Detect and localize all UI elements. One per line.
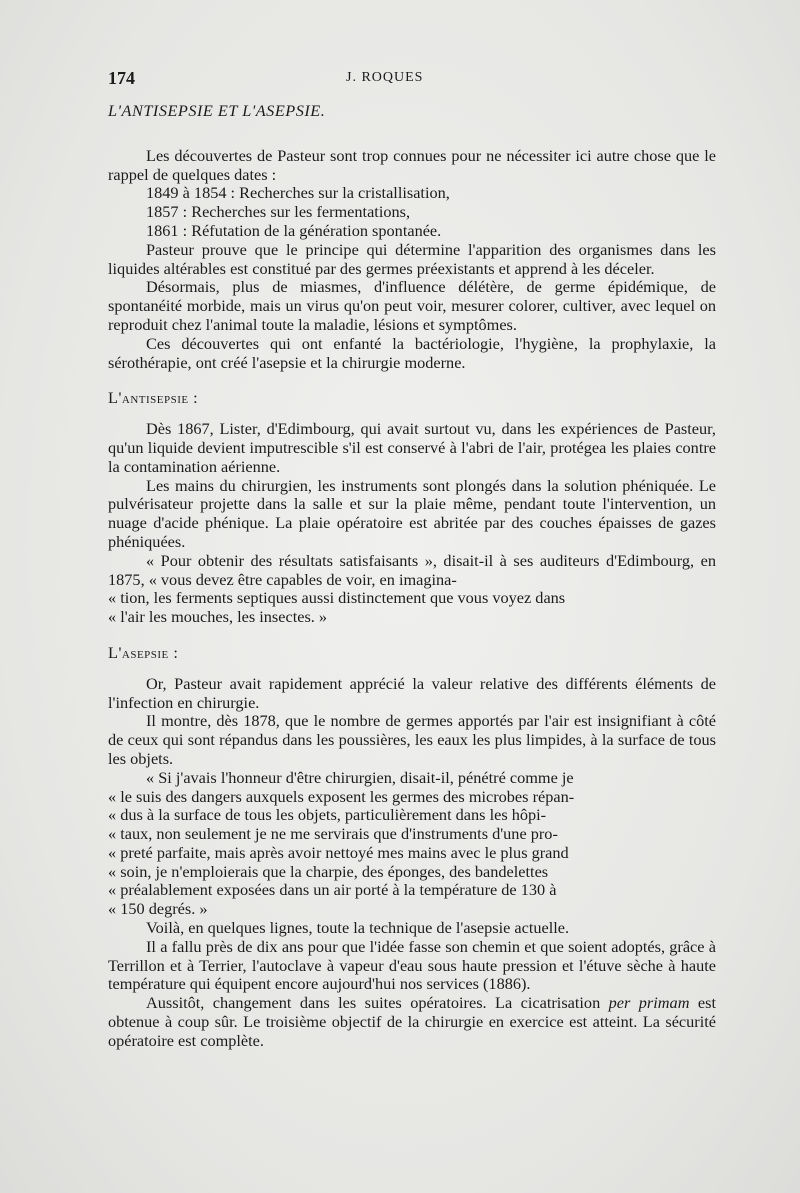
quote-line: « Pour obtenir des résultats satisfaisants », disait-il à ses auditeurs d'Edimbourg, en 1875, « vous devez être capables de voir, en imagina- <box>108 550 716 589</box>
paragraph: Dès 1867, Lister, d'Edimbourg, qui avait surtout vu, dans les expériences de Pasteur, qu'un liquide devient imputrescible s'il est conservé à l'abri de l'air, protégea les plaies contre la contamination aérienne. <box>108 419 716 476</box>
running-head: J. ROQUES <box>346 70 424 85</box>
paragraph: Pasteur prouve que le principe qui détermine l'apparition des organismes dans les liquides altérables est constitué par des germes préexistants et apprend à les déceler. <box>108 239 716 278</box>
quote-line: « soin, je n'emploierais que la charpie, des éponges, des bandelettes <box>108 861 549 881</box>
paragraph-text: est obtenue à coup sûr. Le troisième objectif de la chirurgie en exercice est atteint. La sécurité opératoire est complète. <box>108 993 716 1050</box>
section-heading-antisepsie: L'antisepsie : <box>108 388 199 408</box>
page-number: 174 <box>108 68 135 88</box>
paragraph: Désormais, plus de miasmes, d'influence délétère, de germe épidémique, de spontanéité morbide, mais un virus qu'on peut voir, mesurer colorer, cultiver, avec lequel on reproduit chez l'animal toute la maladie, lésions et symptômes. <box>108 277 716 334</box>
paragraph: Il montre, dès 1878, que le nombre de germes apportés par l'air est insignifiant à côté de ceux qui sont répandus dans les poussières, les eaux les plus limpides, à la surface de tous les objets. <box>108 711 716 768</box>
paragraph: Ces découvertes qui ont enfanté la bactériologie, l'hygiène, la prophylaxie, la sérothérapie, ont créé l'asepsie et la chirurgie moderne. <box>108 333 716 372</box>
paragraph: Or, Pasteur avait rapidement apprécié la valeur relative des différents éléments de l'infection en chirurgie. <box>108 673 716 712</box>
paragraph: Il a fallu près de dix ans pour que l'idée fasse son chemin et que soient adoptés, grâce à Terrillon et à Terrier, l'autoclave à vapeur d'eau sous haute pression et l'étuve sèche à haute température qui équipent encore aujourd'hui nos services (1886). <box>108 936 716 994</box>
page-body <box>108 102 716 1051</box>
section-heading-asepsie: L'asepsie : <box>108 642 179 662</box>
quote-line: « le suis des dangers auxquels exposent les germes des microbes répan- <box>108 786 575 806</box>
quote-line: « preté parfaite, mais après avoir nettoyé mes mains avec le plus grand <box>108 842 569 862</box>
page-header <box>108 68 716 92</box>
paragraph: Les mains du chirurgien, les instruments sont plongés dans la solution phéniquée. Le pulvérisateur projette dans la salle et sur la plaie même, pendant toute l'intervention, un nuage d'acide phénique. La plaie opératoire est abritée par des couches épaisses de gazes phéniquées. <box>108 475 716 551</box>
quote-line: « 150 degrés. » <box>108 899 208 919</box>
paragraph: Voilà, en quelques lignes, toute la technique de l'asepsie actuelle. <box>146 918 570 938</box>
paragraph <box>108 994 716 1050</box>
section-title: L'ANTISEPSIE ET L'ASEPSIE. <box>108 101 326 120</box>
quote-line: « dus à la surface de tous les objets, particulièrement dans les hôpi- <box>108 805 547 825</box>
date-line: 1861 : Réfutation de la génération spontanée. <box>146 220 442 240</box>
date-line: 1857 : Recherches sur les fermentations, <box>146 202 411 222</box>
date-line: 1849 à 1854 : Recherches sur la cristallisation, <box>146 183 450 203</box>
paragraph: Les découvertes de Pasteur sont trop connues pour ne nécessiter ici autre chose que le rappel de quelques dates : <box>108 145 716 184</box>
quote-line: « l'air les mouches, les insectes. » <box>108 607 328 627</box>
quote-line: « Si j'avais l'honneur d'être chirurgien, disait-il, pénétré comme je <box>146 767 574 787</box>
paragraph-text: Aussitôt, changement dans les suites opératoires. La cicatrisation <box>146 993 601 1013</box>
latin-phrase: per primam <box>608 993 690 1013</box>
quote-line: « préalablement exposées dans un air porté à la température de 130 à <box>108 880 557 900</box>
quote-line: « taux, non seulement je ne me servirais que d'instruments d'une pro- <box>108 824 558 844</box>
quote-line: « tion, les ferments septiques aussi distinctement que vous voyez dans <box>108 588 566 608</box>
